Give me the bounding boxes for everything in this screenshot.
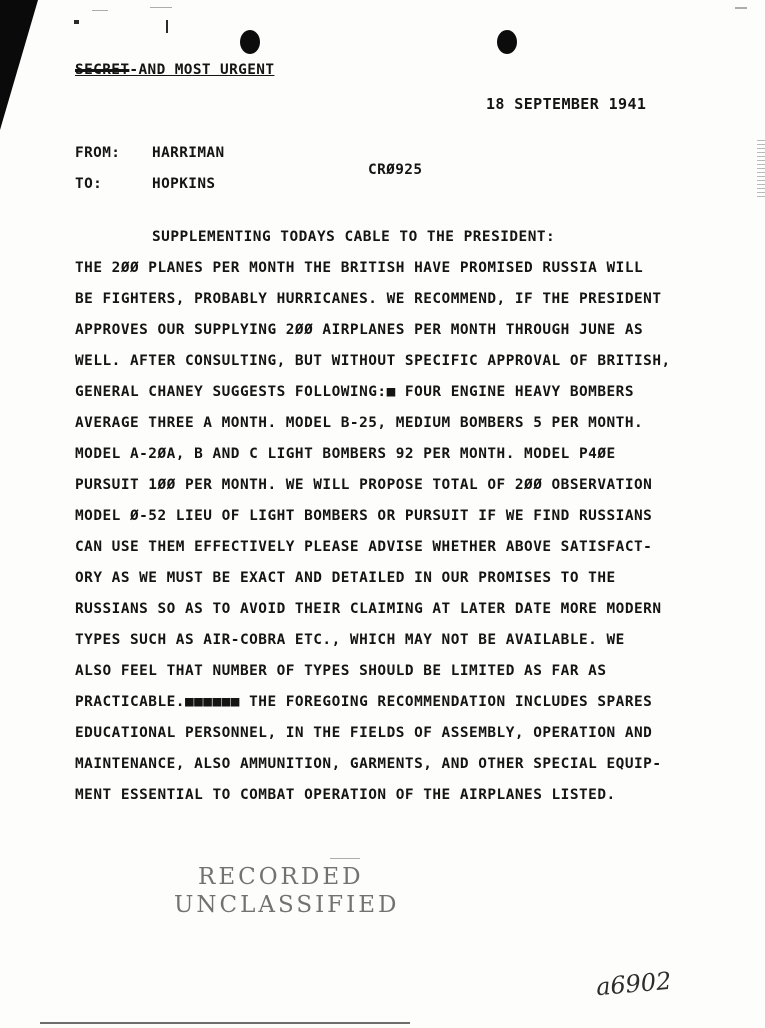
punch-hole-left xyxy=(240,30,260,54)
scan-corner-shadow xyxy=(0,0,38,130)
scan-bottom-rule xyxy=(40,1022,410,1024)
from-label: FROM: xyxy=(75,145,121,161)
classification-text: AND MOST URGENT xyxy=(138,62,275,78)
body-line: MODEL A-2ØA, B AND C LIGHT BOMBERS 92 PER MONTH. MODEL P4ØE xyxy=(75,446,616,462)
body-line: MAINTENANCE, ALSO AMMUNITION, GARMENTS, AND OTHER SPECIAL EQUIP- xyxy=(75,756,662,772)
body-line: RUSSIANS SO AS TO AVOID THEIR CLAIMING AT LATER DATE MORE MODERN xyxy=(75,601,662,617)
classification-struck: SECRET xyxy=(75,62,130,78)
body-line: PRACTICABLE.■■■■■■ THE FOREGOING RECOMMENDATION INCLUDES SPARES xyxy=(75,694,653,710)
scan-speckle xyxy=(735,7,747,9)
punch-hole-right xyxy=(497,30,517,54)
body-line: ORY AS WE MUST BE EXACT AND DETAILED IN OUR PROMISES TO THE xyxy=(75,570,616,586)
body-line: WELL. AFTER CONSULTING, BUT WITHOUT SPECIFIC APPROVAL OF BRITISH, xyxy=(75,353,671,369)
scan-speckle xyxy=(92,10,108,11)
body-line: APPROVES OUR SUPPLYING 2ØØ AIRPLANES PER MONTH THROUGH JUNE AS xyxy=(75,322,644,338)
body-line: MODEL Ø-52 LIEU OF LIGHT BOMBERS OR PURSUIT IF WE FIND RUSSIANS xyxy=(75,508,653,524)
reference-number: CRØ925 xyxy=(368,162,423,178)
scan-speckle xyxy=(330,858,360,859)
body-line: EDUCATIONAL PERSONNEL, IN THE FIELDS OF ASSEMBLY, OPERATION AND xyxy=(75,725,653,741)
scan-speckle xyxy=(150,7,172,8)
classification-line: SECRET-AND MOST URGENT xyxy=(75,62,275,78)
body-line: BE FIGHTERS, PROBABLY HURRICANES. WE RECOMMEND, IF THE PRESIDENT xyxy=(75,291,662,307)
to-value: HOPKINS xyxy=(152,176,216,192)
to-label: TO: xyxy=(75,176,103,192)
stamp-recorded: RECORDED xyxy=(198,864,364,890)
body-line: PURSUIT 1ØØ PER MONTH. WE WILL PROPOSE TOTAL OF 2ØØ OBSERVATION xyxy=(75,477,653,493)
body-line: ALSO FEEL THAT NUMBER OF TYPES SHOULD BE LIMITED AS FAR AS xyxy=(75,663,607,679)
body-line: AVERAGE THREE A MONTH. MODEL B-25, MEDIUM BOMBERS 5 PER MONTH. xyxy=(75,415,644,431)
scan-edge-noise xyxy=(757,140,765,200)
body-line: CAN USE THEM EFFECTIVELY PLEASE ADVISE WHETHER ABOVE SATISFACT- xyxy=(75,539,653,555)
body-line: MENT ESSENTIAL TO COMBAT OPERATION OF THE AIRPLANES LISTED. xyxy=(75,787,616,803)
from-value: HARRIMAN xyxy=(152,145,225,161)
scan-mark xyxy=(74,20,79,24)
message-body xyxy=(75,222,765,811)
stamp-unclassified: UNCLASSIFIED xyxy=(174,892,400,918)
document-date: 18 SEPTEMBER 1941 xyxy=(486,95,647,113)
body-line: THE 2ØØ PLANES PER MONTH THE BRITISH HAVE PROMISED RUSSIA WILL xyxy=(75,260,644,276)
body-opening: SUPPLEMENTING TODAYS CABLE TO THE PRESIDENT: xyxy=(152,229,556,245)
body-line: GENERAL CHANEY SUGGESTS FOLLOWING:■ FOUR ENGINE HEAVY BOMBERS xyxy=(75,384,634,400)
body-line: TYPES SUCH AS AIR-COBRA ETC., WHICH MAY NOT BE AVAILABLE. WE xyxy=(75,632,625,648)
handwritten-archive-number: a6902 xyxy=(594,966,673,1002)
scan-mark xyxy=(166,20,168,33)
